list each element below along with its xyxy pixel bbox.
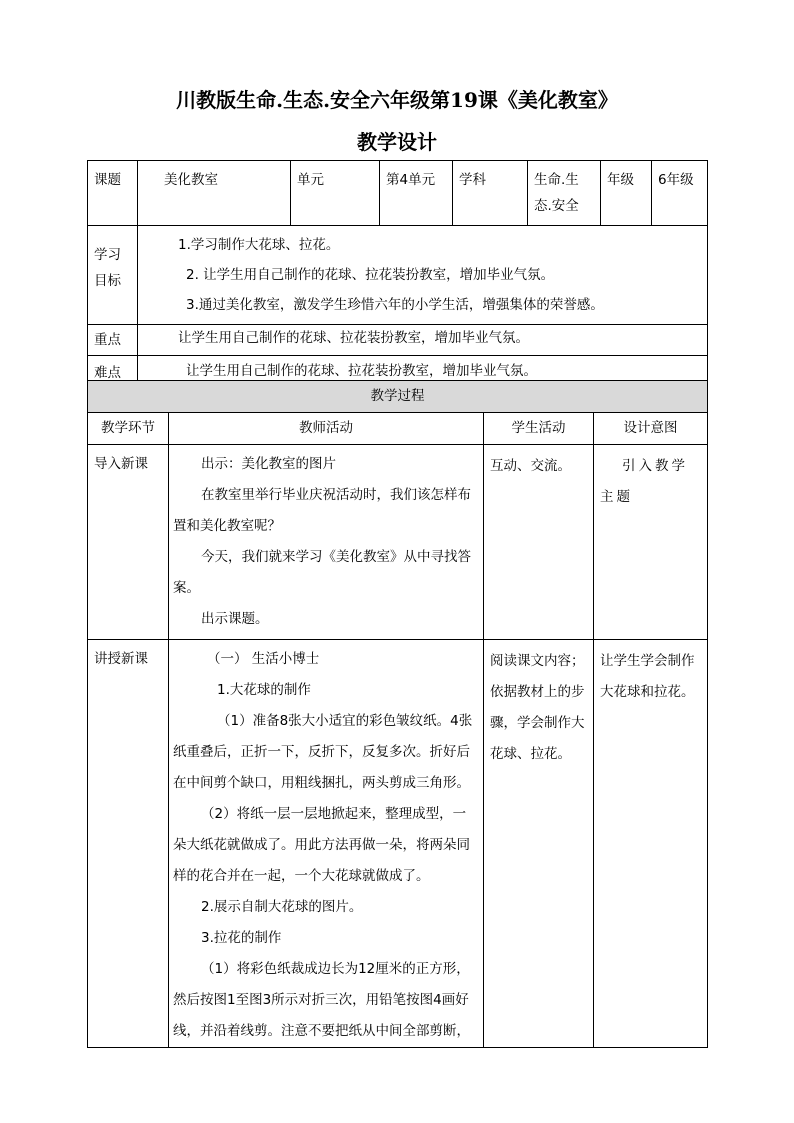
section-heading: （一） 生活小博士 [207, 651, 320, 667]
difficulty-label: 难点 [94, 365, 121, 381]
intent-cell [594, 640, 708, 1048]
goal-item: 2. 让学生用自己制作的花球、拉花装扮教室，增加毕业气氛。 [186, 267, 555, 283]
column-header: 学生活动 [484, 413, 594, 445]
topic-label: 课题 [94, 172, 121, 188]
goals-label: 学习目标 [94, 247, 121, 289]
process-header: 教学过程 [370, 388, 425, 404]
stage-cell [88, 640, 169, 1048]
table-row [88, 445, 708, 640]
teacher-cell [169, 445, 484, 640]
document-title: 川教版生命.生态.安全六年级第19课《美化教室》 [176, 88, 618, 112]
student-activity: 互动、交流。 [490, 458, 571, 474]
unit-label-cell [291, 161, 380, 226]
student-activity: 阅读课文内容；依据教材上的步骤，学会制作大花球、拉花。 [490, 653, 585, 762]
info-table [87, 160, 708, 391]
teacher-paragraph: 今天，我们就来学习《美化教室》从中寻找答案。 [173, 549, 471, 596]
teacher-paragraph: 在教室里举行毕业庆祝活动时，我们该怎样布置和美化教室呢？ [173, 487, 471, 534]
teacher-paragraph: （2）将纸一层一层地掀起来，整理成型，一朵大纸花就做成了。用此方法再做一朵，将两朵同样的花合并在一起，一个大花球就做成了。 [173, 806, 470, 884]
table-row [88, 640, 708, 1048]
key-point-label: 重点 [94, 332, 121, 348]
teacher-paragraph: 出示：美化教室的图片 [201, 456, 336, 472]
subject-value-cell [528, 161, 601, 226]
subject-label: 学科 [459, 172, 486, 188]
key-point-label-cell [88, 325, 138, 356]
unit-value-cell [380, 161, 453, 226]
difficulty-text: 让学生用自己制作的花球、拉花装扮教室，增加毕业气氛。 [186, 363, 537, 379]
goals-cell [138, 226, 708, 325]
teacher-paragraph: （1）准备8张大小适宜的彩色皱纹纸。4张纸重叠后，正折一下，反折下，反复多次。折好后在中间剪个缺口，用粗线捆扎，两头剪成三角形。 [173, 713, 473, 791]
subject-label-cell [453, 161, 528, 226]
column-header: 教师活动 [169, 413, 484, 445]
process-table [87, 380, 708, 1048]
column-header: 教学环节 [88, 413, 169, 445]
topic-value-cell [138, 161, 291, 226]
grade-value: 6年级 [658, 172, 694, 188]
teacher-paragraph: 1.大花球的制作 [217, 682, 311, 698]
goals-label-cell [88, 226, 138, 325]
design-intent: 让学生学会制作大花球和拉花。 [600, 653, 695, 700]
key-point-text: 让学生用自己制作的花球、拉花装扮教室，增加毕业气氛。 [178, 330, 529, 346]
teacher-paragraph: 3.拉花的制作 [201, 930, 282, 946]
grade-label: 年级 [607, 172, 634, 188]
topic-label-cell [88, 161, 138, 226]
column-header: 设计意图 [594, 413, 708, 445]
teacher-cell [169, 640, 484, 1048]
teacher-paragraph: 出示课题。 [201, 611, 269, 627]
stage-label: 讲授新课 [94, 651, 148, 667]
unit-label: 单元 [297, 172, 324, 188]
topic-value: 美化教室 [164, 172, 218, 188]
student-cell [484, 445, 594, 640]
key-point-cell [138, 325, 708, 356]
student-cell [484, 640, 594, 1048]
design-intent: 引入教学主题 [600, 458, 688, 505]
stage-label: 导入新课 [94, 456, 148, 472]
subject-value: 生命.生态.安全 [534, 172, 579, 214]
teacher-paragraph: 2.展示自制大花球的图片。 [201, 899, 363, 915]
intent-cell [594, 445, 708, 640]
goal-item: 3.通过美化教室，激发学生珍惜六年的小学生活，增强集体的荣誉感。 [186, 297, 604, 313]
document-subtitle: 教学设计 [357, 130, 437, 154]
grade-label-cell [601, 161, 652, 226]
teacher-paragraph: （1）将彩色纸裁成边长为12厘米的正方形，然后按图1至图3所示对折三次，用铅笔按图4画好线，并沿着线剪。注意不要把纸从中间全部剪断， [173, 961, 470, 1039]
grade-value-cell [652, 161, 708, 226]
unit-value: 第4单元 [386, 172, 436, 188]
stage-cell [88, 445, 169, 640]
goal-item: 1.学习制作大花球、拉花。 [178, 237, 340, 253]
process-header-cell [88, 381, 708, 413]
